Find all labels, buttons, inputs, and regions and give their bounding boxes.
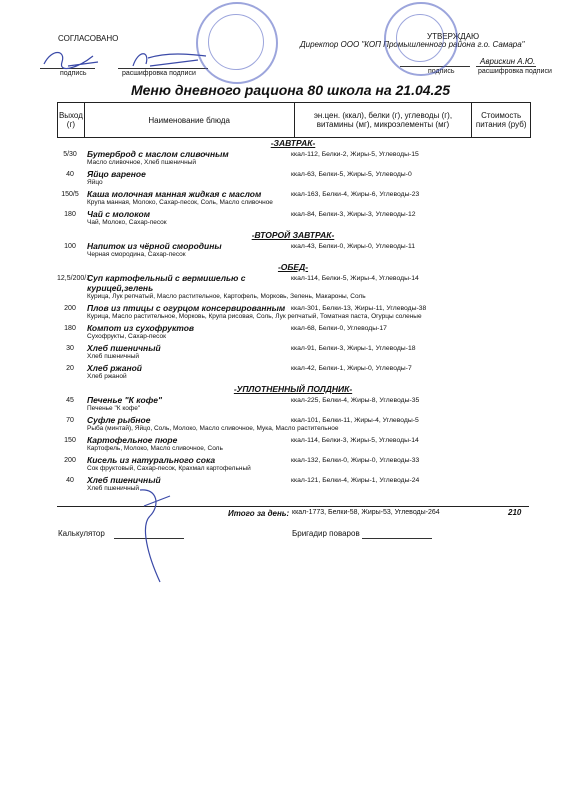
menu-row [57, 475, 529, 493]
dish-name: Яйцо вареное [87, 169, 146, 179]
dish-name: Печенье "К кофе" [87, 395, 162, 405]
table-header [57, 102, 531, 138]
dish-output: 150 [64, 437, 76, 444]
page-title: Меню дневного рациона 80 школа на 21.04.25 [130, 82, 450, 98]
dish-nutrition: ккал-225, Белки-4, Жиры-8, Углеводы-35 [291, 397, 420, 404]
dish-composition: Курица, Масло растительное, Морковь, Крупа рисовая, Соль, Лук репчатый, Томатная паста, Огурцы соленые [87, 313, 422, 320]
menu-row [57, 435, 529, 453]
menu-row [57, 273, 529, 301]
menu-row [57, 209, 529, 227]
dish-cell [83, 455, 291, 473]
col-nutrition-header: эн.цен. (ккал), белки (г), углеводы (г), витамины (мг), микроэлементы (мг) [295, 103, 473, 137]
menu-row [57, 189, 529, 207]
dish-composition: Масло сливочное, Хлеб пшеничный [87, 159, 197, 166]
dish-name: Каша молочная манная жидкая с маслом [87, 189, 262, 199]
dish-cell [83, 395, 291, 413]
dish-nutrition: ккал-43, Белки-0, Жиры-0, Углеводы-11 [291, 243, 415, 250]
dish-output: 70 [66, 417, 74, 424]
totals-nutrition: ккал-1773, Белки-58, Жиры-53, Углеводы-264 [292, 509, 440, 516]
dish-composition: Печенье "К кофе" [87, 405, 141, 412]
dish-cell [83, 149, 291, 167]
dish-nutrition: ккал-112, Белки-2, Жиры-5, Углеводы-15 [291, 151, 419, 158]
section-title: -ЗАВТРАК- [270, 138, 316, 148]
dish-composition: Рыба (минтай), Яйцо, Соль, Молоко, Масло сливочное, Мука, Масло растительное [87, 425, 339, 432]
dish-output: 200 [64, 457, 76, 464]
left-signatures [38, 46, 213, 74]
dish-composition: Яйцо [87, 179, 103, 186]
right-caption-signature: подпись [428, 68, 455, 75]
left-caption-signature: подпись [60, 70, 87, 77]
section-title: -ВТОРОЙ ЗАВТРАК- [251, 230, 335, 240]
brigadier-line [362, 538, 432, 539]
footer-signature [130, 486, 190, 586]
menu-row [57, 415, 529, 433]
dish-composition: Картофель, Молоко, Масло сливочное, Соль [87, 445, 223, 452]
dish-nutrition: ккал-63, Белки-5, Жиры-5, Углеводы-0 [291, 171, 412, 178]
dish-output: 200 [64, 305, 76, 312]
dish-output: 20 [66, 365, 74, 372]
dish-cell [83, 415, 339, 433]
menu-row [57, 149, 529, 167]
dish-name: Кисель из натурального сока [87, 455, 216, 465]
section-title: -ОБЕД- [277, 262, 309, 272]
dish-name: Суп картофельный с вермишелью с курицей,зелень [87, 273, 246, 293]
dish-composition: Чай, Молоко, Сахар-песок [87, 219, 167, 226]
dish-composition: Хлеб пшеничный [87, 353, 140, 360]
brigadier-label: Бригадир поваров [292, 529, 360, 538]
dish-composition: Крупа манная, Молоко, Сахар-песок, Соль, Масло сливочное [87, 199, 273, 206]
dish-output: 100 [64, 243, 76, 250]
dish-output: 45 [66, 397, 74, 404]
dish-output: 40 [66, 477, 74, 484]
dish-nutrition: ккал-91, Белки-3, Жиры-1, Углеводы-18 [291, 345, 416, 352]
dish-composition: Хлеб пшеничный [87, 485, 140, 492]
menu-table-body [57, 137, 529, 495]
dish-nutrition: ккал-68, Белки-0, Углеводы-17 [291, 325, 387, 332]
agreed-label: СОГЛАСОВАНО [58, 34, 119, 43]
company-stamp-inner [396, 14, 444, 62]
right-caption-name: расшифровка подписи [478, 68, 552, 75]
totals-divider [57, 506, 529, 507]
dish-cell [83, 363, 291, 381]
dish-output: 150/5 [61, 191, 79, 198]
menu-row [57, 323, 529, 341]
dish-nutrition: ккал-114, Белки-3, Жиры-5, Углеводы-14 [291, 437, 419, 444]
right-name: Аврискин А.Ю. [480, 57, 536, 66]
dish-nutrition: ккал-163, Белки-4, Жиры-6, Углеводы-23 [291, 191, 420, 198]
totals-cost: 210 [508, 508, 522, 517]
dish-cell [83, 323, 291, 341]
col-output-header: Выход (г) [58, 103, 85, 137]
menu-row [57, 303, 529, 321]
dish-nutrition: ккал-84, Белки-3, Жиры-3, Углеводы-12 [291, 211, 416, 218]
dish-name: Бутерброд с маслом сливочным [87, 149, 229, 159]
dish-name: Хлеб пшеничный [87, 475, 161, 485]
approved-label: УТВЕРЖДАЮ [427, 32, 480, 41]
menu-row [57, 343, 529, 361]
dish-cell [83, 209, 291, 227]
totals-label: Итого за день: [228, 509, 290, 518]
dish-output: 180 [64, 325, 76, 332]
dish-name: Чай с молоком [87, 209, 151, 219]
col-name-header: Наименование блюда [85, 103, 295, 137]
dish-nutrition: ккал-101, Белки-11, Жиры-4, Углеводы-5 [291, 417, 419, 424]
dish-cell [83, 343, 291, 361]
dish-name: Хлеб пшеничный [87, 343, 161, 353]
menu-row [57, 395, 529, 413]
dish-name: Хлеб ржаной [87, 363, 142, 373]
director-title: Директор ООО "КОП Промышленного района г.о. Самара" [300, 40, 525, 49]
dish-name: Напиток из чёрной смородины [87, 241, 222, 251]
dish-composition: Сок фруктовый, Сахар-песок, Крахмал картофельный [87, 465, 251, 472]
dish-name: Картофельное пюре [87, 435, 178, 445]
dish-output: 40 [66, 171, 74, 178]
dish-nutrition: ккал-132, Белки-0, Жиры-0, Углеводы-33 [291, 457, 420, 464]
dish-name: Плов из птицы с огурцом консервированным [87, 303, 286, 313]
dish-nutrition: ккал-301, Белки-13, Жиры-11, Углеводы-38 [291, 305, 427, 312]
left-caption-name: расшифровка подписи [122, 70, 196, 77]
dish-output: 180 [64, 211, 76, 218]
calculator-label: Калькулятор [58, 529, 105, 538]
section-title: -УПЛОТНЕННЫЙ ПОЛДНИК- [233, 384, 353, 394]
dish-output: 5/30 [63, 151, 77, 158]
col-cost-header: Стоимость питания (руб) [475, 111, 527, 129]
menu-row [57, 169, 529, 187]
dish-composition: Хлеб ржаной [87, 373, 127, 380]
menu-row [57, 455, 529, 473]
dish-output: 12,5/200/1 [57, 275, 91, 282]
dish-nutrition: ккал-114, Белки-5, Жиры-4, Углеводы-14 [291, 275, 419, 282]
right-name-line [476, 66, 536, 67]
dish-composition: Черная смородина, Сахар-песок [87, 251, 186, 258]
school-stamp-inner [208, 14, 264, 70]
dish-output: 30 [66, 345, 74, 352]
dish-cell [83, 189, 291, 207]
menu-row [57, 363, 529, 381]
dish-cell [83, 241, 291, 259]
menu-row [57, 241, 529, 259]
dish-composition: Курица, Лук репчатый, Масло растительное, Картофель, Морковь, Зелень, Макароны, Соль [87, 293, 366, 300]
dish-nutrition: ккал-42, Белки-1, Жиры-0, Углеводы-7 [291, 365, 412, 372]
dish-name: Компот из сухофруктов [87, 323, 195, 333]
dish-composition: Сухофрукты, Сахар-песок [87, 333, 166, 340]
dish-cell [83, 435, 291, 453]
dish-cell [83, 169, 291, 187]
dish-nutrition: ккал-121, Белки-4, Жиры-1, Углеводы-24 [291, 477, 420, 484]
dish-name: Суфле рыбное [87, 415, 151, 425]
